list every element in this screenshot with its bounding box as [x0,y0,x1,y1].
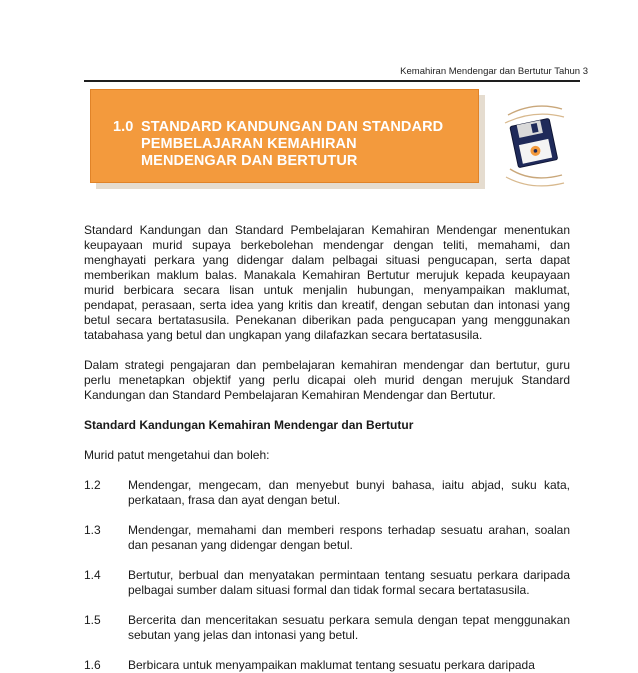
section-heading: Standard Kandungan Kemahiran Mendengar dan Bertutur [84,418,414,432]
lead-text: Murid patut mengetahui dan boleh: [84,448,270,462]
intro-paragraph: Standard Kandungan dan Standard Pembelajaran Kemahiran Mendengar menentukan keupayaan murid supaya berkebolehan mendengar dengan teliti, memahami, dan menghayati perkara yang didengar dalam pelbagai situasi pengucapan, serta dapat memberikan maklum balas. Manakala Kemahiran Bertutur merujuk kepada keupayaan murid berbicara secara lisan untuk menjalin hubungan, menyampaikan maklumat, pendapat, perasaan, serta idea yang kritis dan kreatif, dengan sebutan dan intonasi yang betul secara bertatasusila. Penekanan diberikan pada pengucapan yang menggunakan tatabahasa yang betul dan ungkapan yang dilafazkan secara bertatasusila. [84,223,570,342]
item-number: 1.5 [84,613,101,627]
chapter-number: 1.0 [113,119,134,135]
chapter-title-line-1: 1.0 STANDARD KANDUNGAN DAN STANDARD [113,119,444,135]
chapter-title [113,119,443,170]
strategy-paragraph: Dalam strategi pengajaran dan pembelajaran kemahiran mendengar dan bertutur, guru perlu menetapkan objektif yang perlu dicapai oleh murid dengan merujuk Standard Kandungan dan Standard Pembelajaran Kemahiran Mendengar dan Bertutur. [84,358,570,402]
floppy-disk-icon [502,97,566,191]
item-number: 1.4 [84,568,101,582]
item-text: Bertutur, berbual dan menyatakan permintaan tentang sesuatu perkara daripada pelbagai sumber dalam situasi formal dan tidak formal secara bertatasusila. [128,568,570,597]
list-item [84,523,570,553]
item-text: Bercerita dan menceritakan sesuatu perkara semula dengan tepat menggunakan sebutan yang jelas dan intonasi yang betul. [128,613,570,642]
document-body [84,223,570,673]
chapter-title-line-2: PEMBELAJARAN KEMAHIRAN [141,136,357,152]
list-item [84,613,570,643]
running-header: Kemahiran Mendengar dan Bertutur Tahun 3 [400,66,588,77]
item-text: Mendengar, memahami dan memberi respons terhadap sesuatu arahan, soalan dan pesanan yang didengar dengan betul. [128,523,570,552]
list-item [84,658,570,673]
chapter-banner [90,89,479,183]
list-item [84,568,570,598]
item-number: 1.6 [84,658,101,672]
item-text: Berbicara untuk menyampaikan maklumat tentang sesuatu perkara daripada [128,658,535,672]
item-text: Mendengar, mengecam, dan menyebut bunyi bahasa, iaitu abjad, suku kata, perkataan, frasa dan ayat dengan betul. [128,478,570,507]
item-number: 1.3 [84,523,101,537]
chapter-title-line-3: MENDENGAR DAN BERTUTUR [141,153,358,169]
item-number: 1.2 [84,478,101,492]
header-rule [84,80,580,82]
list-item [84,478,570,508]
